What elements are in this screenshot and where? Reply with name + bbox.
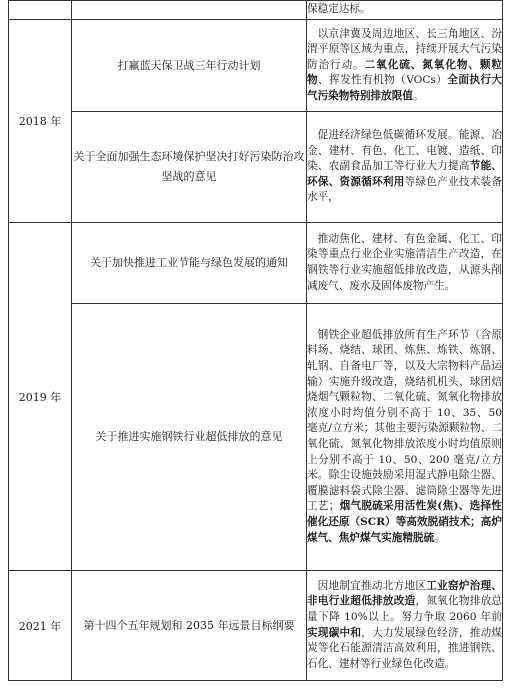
- policy-name: 关于推进实施钢铁行业超低排放的意见: [72, 304, 307, 571]
- policy-description: [307, 112, 503, 223]
- description-text: ，氮氧化物排放总量下降 10%以上。努力争取 2060 年前: [307, 595, 503, 623]
- policy-description: [307, 20, 503, 112]
- emphasis-text: 实现碳中和: [307, 626, 362, 639]
- description-text: 推动焦化、建材、有色金属、化工、印染等重点行业企业实施清洁生产改造，在钢铁等行业实施超低排放改造，从源头削减废气、废水及固体废物产生。: [307, 232, 502, 292]
- policy-name: 关于加快推进工业节能与绿色发展的通知: [72, 223, 307, 304]
- description-text: 。: [412, 89, 424, 102]
- year-cell: 2021 年: [9, 571, 72, 681]
- policy-name: 关于全面加强生态环境保护坚决打好污染防治攻坚战的意见: [72, 112, 307, 223]
- table-row: [9, 112, 503, 223]
- table-row: [9, 20, 503, 112]
- description-text: 以京津冀及周边地区、长三角地区、汾渭平原等区域为重点，持续开展大气污染防治行动。: [307, 27, 502, 71]
- table-row: [9, 304, 503, 571]
- emphasis-text: 二氧化硫、氮氧化物、颗粒物: [307, 58, 503, 87]
- table-row: [9, 1, 503, 20]
- description-text: 促进经济绿色低碳循环发展。能源、冶金、建材、有色、化工、电镀、造纸、印染、农副食品加工等行业大力提高: [307, 129, 502, 173]
- table-row: [9, 571, 503, 681]
- policy-table: [8, 0, 503, 681]
- emphasis-text: 全面执行大气污染物特别排放限值: [307, 74, 503, 102]
- carry-over-text: 保稳定达标。: [307, 1, 503, 20]
- policy-description: [307, 223, 503, 304]
- policy-name: 第十四个五年规划和 2035 年远景目标纲要: [72, 571, 307, 681]
- emphasis-text: 烟气脱硫采用活性炭(焦)、选择性催化还原（SCR）等高效脱硝技术；高炉煤气、焦炉煤气实施精脱硫: [307, 500, 502, 544]
- year-cell-empty: [9, 1, 72, 20]
- policy-description: [307, 304, 503, 571]
- description-text: 、挥发性有机物（VOCs）: [318, 74, 448, 87]
- description-text: 钢铁企业超低排放所有生产环节（含原料场、烧结、球团、炼焦、炼铁、炼钢、轧钢、自备电厂等，以及大宗物料产品运输）实施升级改造，烧结机机头、球团焙烧烟气颗粒物、二氧化硫、氮氧化物排放浓度小时均值分别不高于 10、35、50 毫克/立方米；其他主要污染源颗粒物、二氧化硫、氮氧化物排放浓度小时均值原则上分别不高于 10、50、200 毫克/立方米。除尘设施鼓励采用湿式静电除尘器、覆膜滤料袋式除尘器、滤筒除尘器等先进工艺；: [307, 328, 502, 513]
- year-cell: 2019 年: [9, 223, 72, 571]
- year-cell: 2018 年: [9, 20, 72, 223]
- table-row: [9, 223, 503, 304]
- policy-name: 打赢蓝天保卫战三年行动计划: [72, 20, 307, 112]
- description-text: 因地制宜推动北方地区: [317, 579, 427, 592]
- emphasis-text: 节能、环保、资源循环利用: [307, 160, 503, 188]
- policy-description: [307, 571, 503, 681]
- emphasis-text: 工业窑炉治理、非电行业超低排放改造: [307, 579, 503, 608]
- policy-name-cell-empty: [72, 1, 307, 20]
- description-text: 等绿色产业技术装备水平，: [307, 175, 503, 204]
- description-text: 。: [434, 531, 445, 544]
- description-text: ，大力发展绿色经济，推动煤炭等化石能源清洁高效利用，推进钢铁、石化、建材等行业绿色化改造。: [307, 626, 503, 670]
